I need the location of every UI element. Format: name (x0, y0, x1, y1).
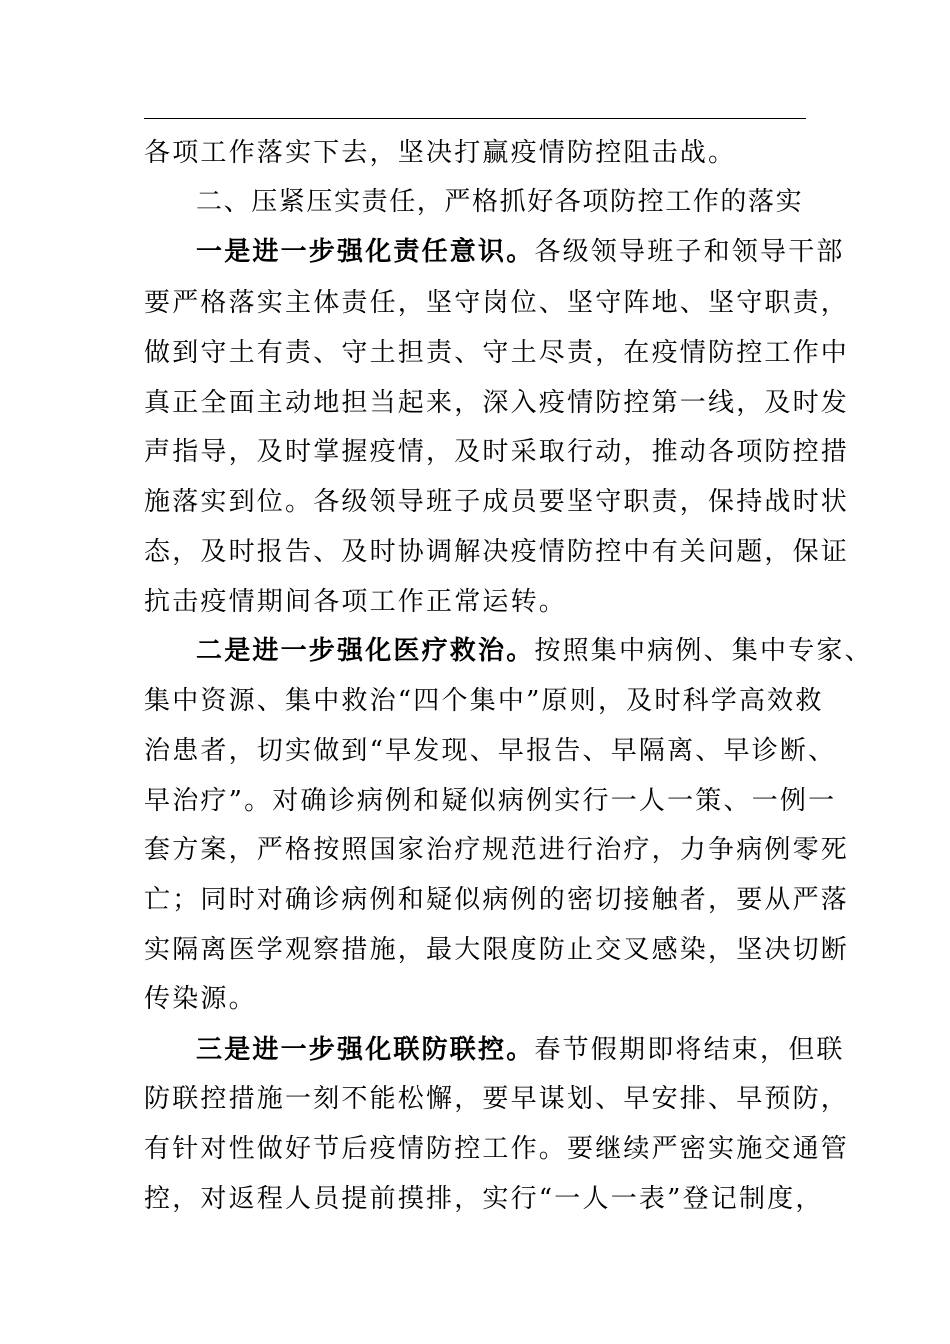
text-run: 各级领导班子和领导干部 (534, 237, 845, 267)
text-run: 要严格落实主体责任，坚守岗位、坚守阵地、坚守职责， (144, 288, 850, 318)
text-run: 控，对返程人员提前摸排，实行“一人一表”登记制度， (144, 1184, 824, 1214)
text-run: 真正全面主动地担当起来，深入疫情防控第一线，及时发 (144, 388, 850, 418)
text-line (144, 1184, 824, 1214)
text-line (144, 1084, 850, 1114)
text-run: 防联控措施一刻不能松懈，要早谋划、早安排、早预防， (144, 1084, 850, 1114)
text-line (144, 835, 850, 865)
paragraph-start-line (196, 636, 876, 666)
section-heading-text: 二、压紧压实责任，严格抓好各项防控工作的落实 (196, 187, 804, 217)
text-line (144, 288, 850, 318)
text-line (144, 487, 850, 517)
text-line (144, 786, 837, 816)
text-run: 施落实到位。各级领导班子成员要坚守职责，保持战时状 (144, 487, 850, 517)
section-heading (196, 187, 876, 217)
text-run: 实隔离医学观察措施，最大限度防止交叉感染，坚决切断 (144, 935, 850, 965)
text-line (144, 138, 824, 168)
text-line (144, 338, 850, 368)
paragraph-lead-bold: 一是进一步强化责任意识。 (196, 237, 535, 267)
text-line (144, 686, 824, 716)
text-run: 套方案，严格按照国家治疗规范进行治疗，力争病例零死 (144, 835, 850, 865)
text-line (144, 736, 837, 766)
text-run: 早治疗”。对确诊病例和疑似病例实行一人一策、一例一 (144, 786, 837, 816)
header-rule (144, 118, 806, 119)
text-line (144, 1134, 850, 1164)
text-line (144, 587, 824, 617)
text-line (144, 885, 850, 915)
paragraph-start-line (196, 1035, 876, 1065)
text-run: 传染源。 (144, 984, 257, 1014)
text-run: 亡；同时对确诊病例和疑似病例的密切接触者，要从严落 (144, 885, 850, 915)
text-run: 集中资源、集中救治“四个集中”原则，及时科学高效救 (144, 686, 824, 716)
text-run: 按照集中病例、集中专家、 (534, 636, 873, 666)
text-run: 声指导，及时掌握疫情，及时采取行动，推动各项防控措 (144, 437, 850, 467)
text-run: 态，及时报告、及时协调解决疫情防控中有关问题，保证 (144, 537, 850, 567)
text-run: 春节假期即将结束，但联 (534, 1035, 845, 1065)
paragraph-lead-bold: 二是进一步强化医疗救治。 (196, 636, 535, 666)
paragraph-start-line (196, 237, 876, 267)
text-run: 治患者，切实做到“早发现、早报告、早隔离、早诊断、 (144, 736, 837, 766)
text-line (144, 935, 850, 965)
text-run: 有针对性做好节后疫情防控工作。要继续严密实施交通管 (144, 1134, 850, 1164)
text-line (144, 984, 824, 1014)
text-run: 各项工作落实下去，坚决打赢疫情防控阻击战。 (144, 138, 737, 168)
paragraph-lead-bold: 三是进一步强化联防联控。 (196, 1035, 535, 1065)
text-line (144, 437, 850, 467)
text-line (144, 537, 850, 567)
text-run: 做到守土有责、守土担责、守土尽责，在疫情防控工作中 (144, 338, 850, 368)
text-line (144, 388, 850, 418)
text-run: 抗击疫情期间各项工作正常运转。 (144, 587, 568, 617)
